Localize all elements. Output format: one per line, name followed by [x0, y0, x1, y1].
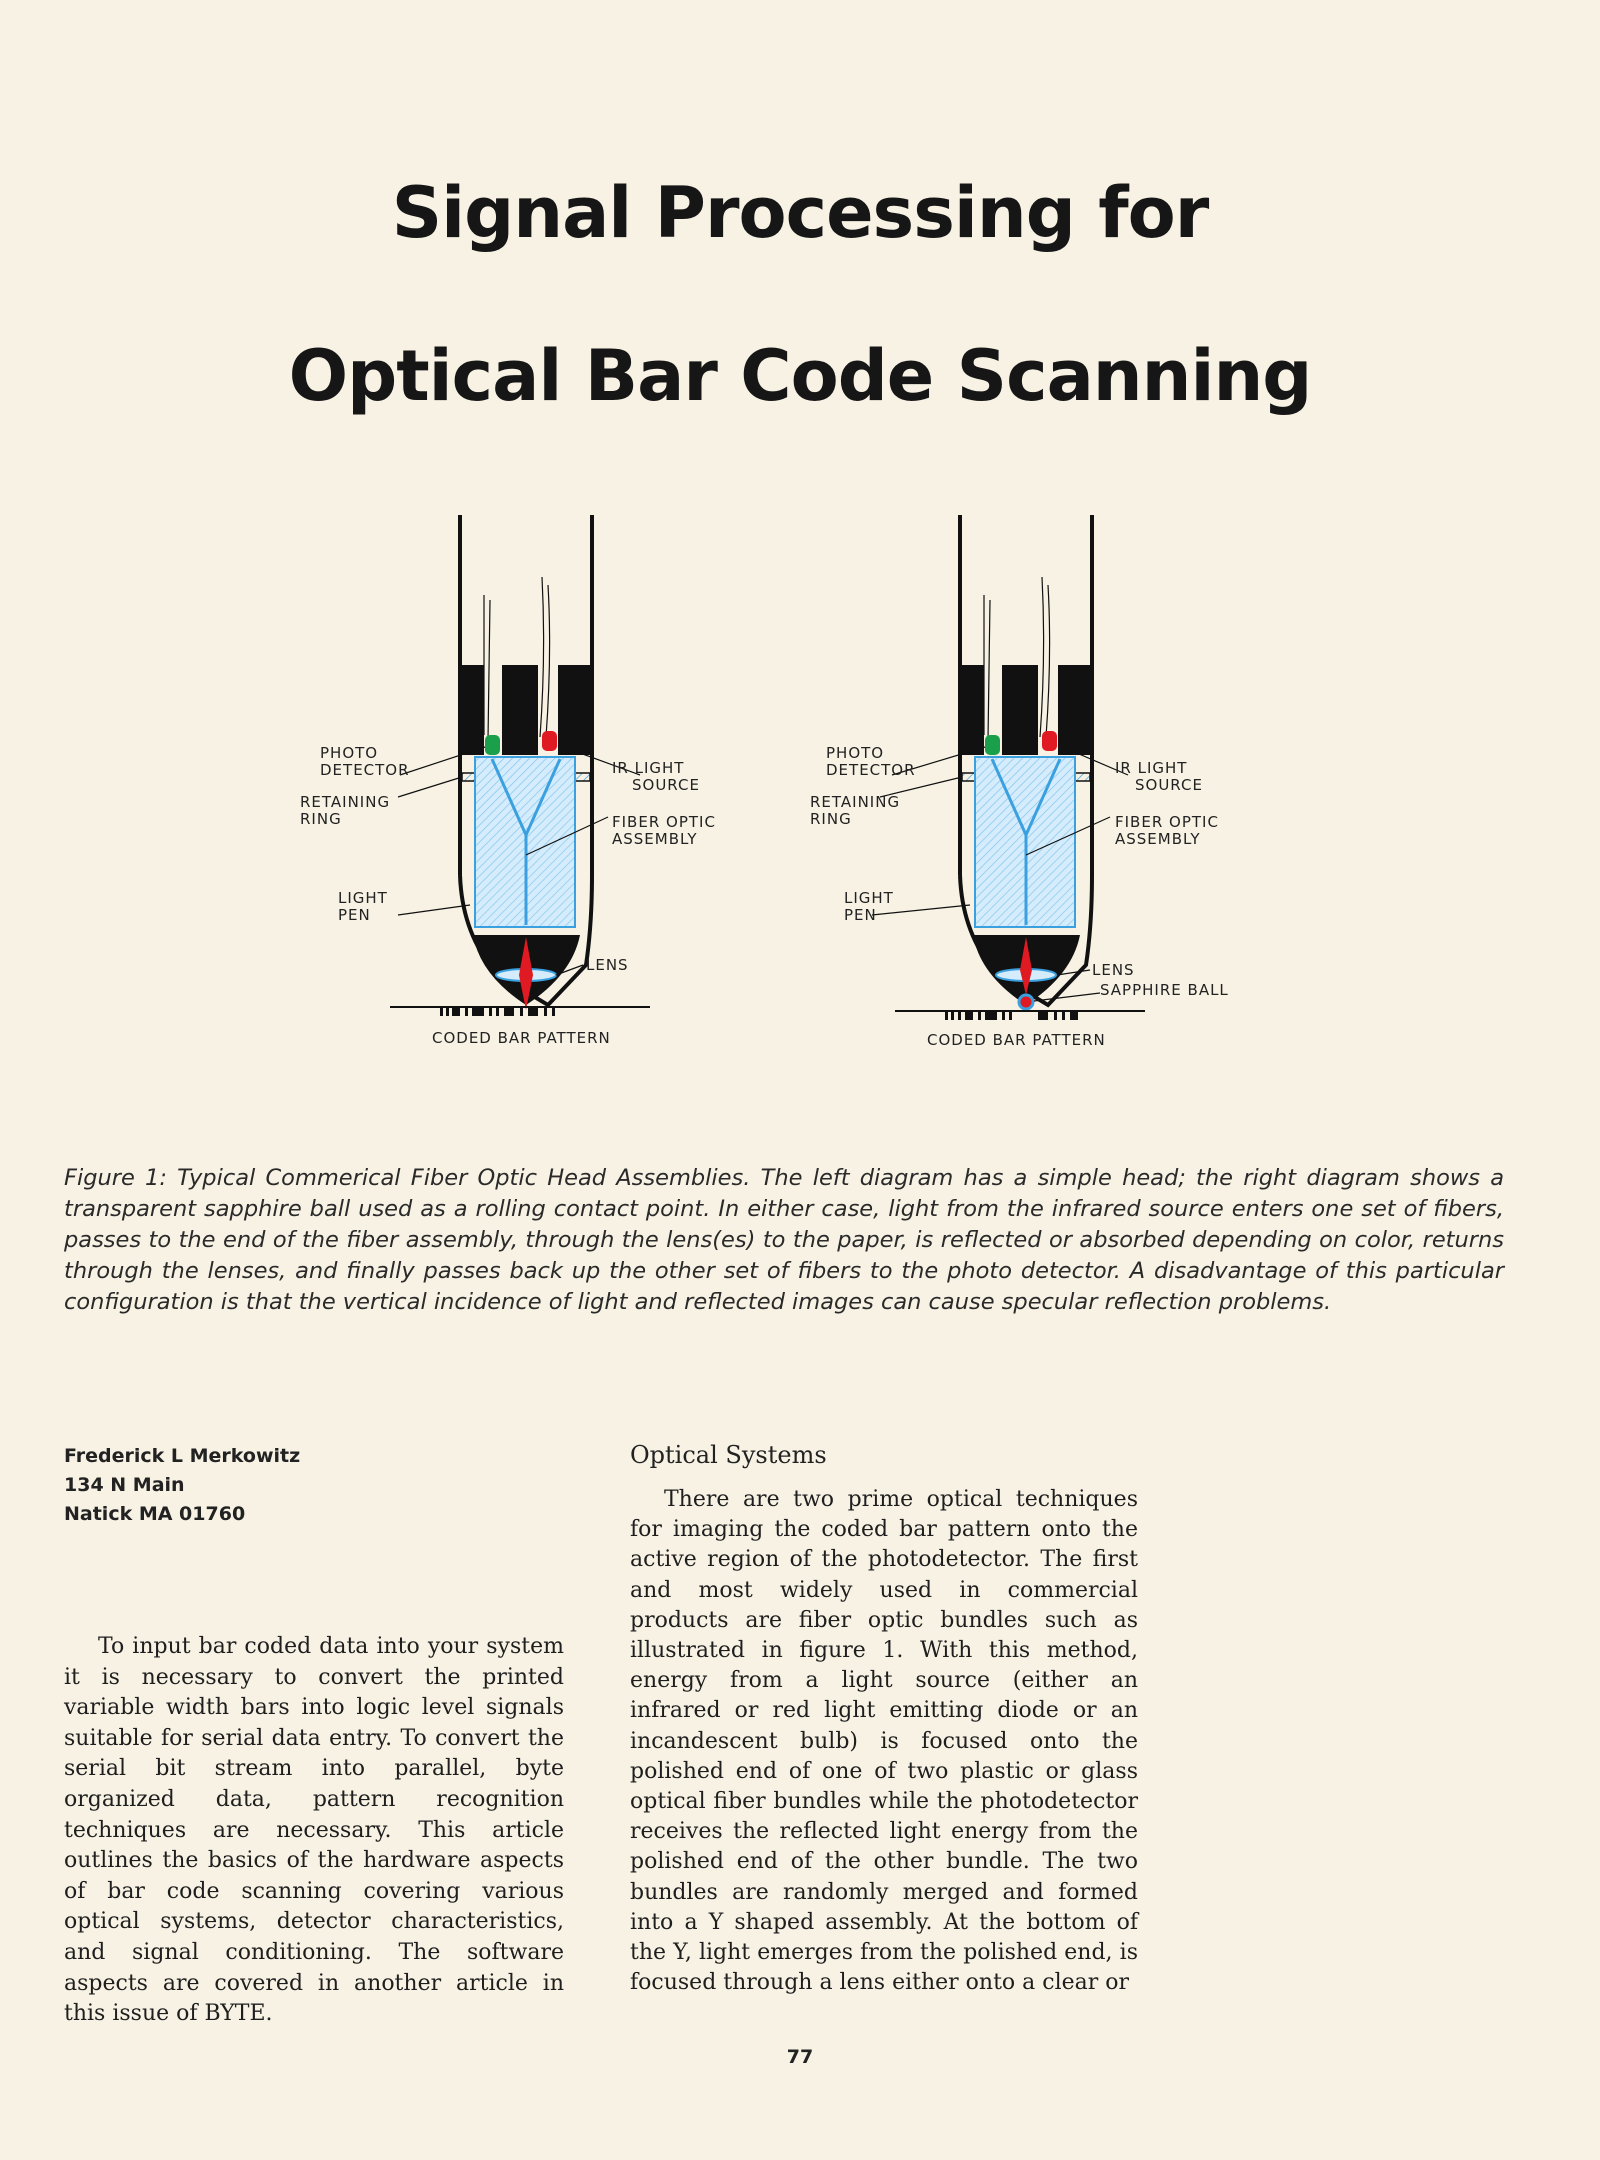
label-ir-light-1: IR LIGHT — [1115, 759, 1188, 777]
coded-bar-pattern — [440, 1008, 555, 1016]
label-retaining-1: RETAINING — [300, 793, 391, 811]
section-heading: Optical Systems — [630, 1441, 827, 1469]
label-fiber-1: FIBER OPTIC — [612, 813, 716, 831]
author-city: Natick MA 01760 — [64, 1503, 246, 1525]
label-retaining-1: RETAINING — [810, 793, 901, 811]
photo-detector — [985, 735, 1000, 755]
author-name: Frederick L Merkowitz — [64, 1445, 301, 1467]
label-sapphire-ball: SAPPHIRE BALL — [1100, 981, 1229, 999]
label-lens: LENS — [586, 956, 629, 974]
fiber-optic-head-sapphire-diagram — [800, 505, 1260, 1075]
ir-light-source — [542, 731, 557, 751]
label-retaining-2: RING — [810, 810, 852, 828]
fiber-optic-head-simple-diagram — [290, 505, 720, 1075]
author-address — [64, 1442, 300, 1529]
author-street: 134 N Main — [64, 1474, 185, 1496]
figure-caption: Figure 1: Typical Commerical Fiber Optic Head Assemblies. The left diagram has a simple head; the right diagram shows a transparent sapphire ball used as a rolling contact point. In either case, light from the infrared source enters one set of fibers, passes to the end of the fiber assembly, through the lens(es) to the paper, is reflected or absorbed depending on color, returns through the lenses, and finally passes back up the other set of fibers to the photo detector. A disadvantage of this particular configuration is that the vertical incidence of light and reflected images can cause specular reflection problems. — [64, 1165, 1504, 1315]
label-photo-detector-1: PHOTO — [826, 744, 885, 762]
label-photo-detector-1: PHOTO — [320, 744, 379, 762]
label-retaining-2: RING — [300, 810, 342, 828]
title-line-1: Signal Processing for — [391, 172, 1209, 254]
intro-paragraph: To input bar coded data into your system it is necessary to convert the printed variable width bars into logic level signals suitable for serial data entry. To convert the serial bit stream into parallel, byte organized data, pattern recognition techniques are necessary. This article outlines the basics of the hardware aspects of bar code scanning covering various optical systems, detector characteristics, and signal conditioning. The software aspects are covered in another article in this issue of BYTE. — [64, 1634, 564, 2027]
label-coded-bar: CODED BAR PATTERN — [432, 1029, 611, 1047]
fiber-optic-assembly — [975, 757, 1075, 927]
photo-detector — [485, 735, 500, 755]
ir-light-source — [1042, 731, 1057, 751]
housing-blocks — [962, 665, 1090, 755]
label-fiber-2: ASSEMBLY — [1115, 830, 1201, 848]
label-ir-light-1: IR LIGHT — [612, 759, 685, 777]
label-lens: LENS — [1092, 961, 1135, 979]
section-body: There are two prime optical techniques for imaging the coded bar pattern onto the active region of the photodetector. The first and most widely used in commercial products are fiber optic bundles such as illustrated in figure 1. With this method, energy from a light source (either an infrared or red light emitting diode or an incandescent bulb) is focused onto the polished end of one of two plastic or glass optical fiber bundles while the photodetector receives the reflected light energy from the polished end of the other bundle. The two bundles are randomly merged and formed into a Y shaped assembly. At the bottom of the Y, light emerges from the polished end, is focused through a lens either onto a clear or — [630, 1487, 1138, 1996]
label-fiber-1: FIBER OPTIC — [1115, 813, 1219, 831]
sapphire-ball — [1019, 995, 1033, 1009]
coded-bar-pattern — [945, 1012, 1078, 1020]
label-light-pen-1: LIGHT — [338, 889, 388, 907]
fiber-optic-assembly — [475, 757, 575, 927]
label-photo-detector-2: DETECTOR — [826, 761, 916, 779]
title-line-2: Optical Bar Code Scanning — [288, 335, 1312, 417]
label-ir-light-2: SOURCE — [632, 776, 700, 794]
label-light-pen-1: LIGHT — [844, 889, 894, 907]
page-number: 77 — [786, 2046, 814, 2068]
label-photo-detector-2: DETECTOR — [320, 761, 410, 779]
housing-blocks — [462, 665, 590, 755]
label-light-pen-2: PEN — [338, 906, 371, 924]
label-light-pen-2: PEN — [844, 906, 877, 924]
label-ir-light-2: SOURCE — [1135, 776, 1203, 794]
label-fiber-2: ASSEMBLY — [612, 830, 698, 848]
label-coded-bar: CODED BAR PATTERN — [927, 1031, 1106, 1049]
